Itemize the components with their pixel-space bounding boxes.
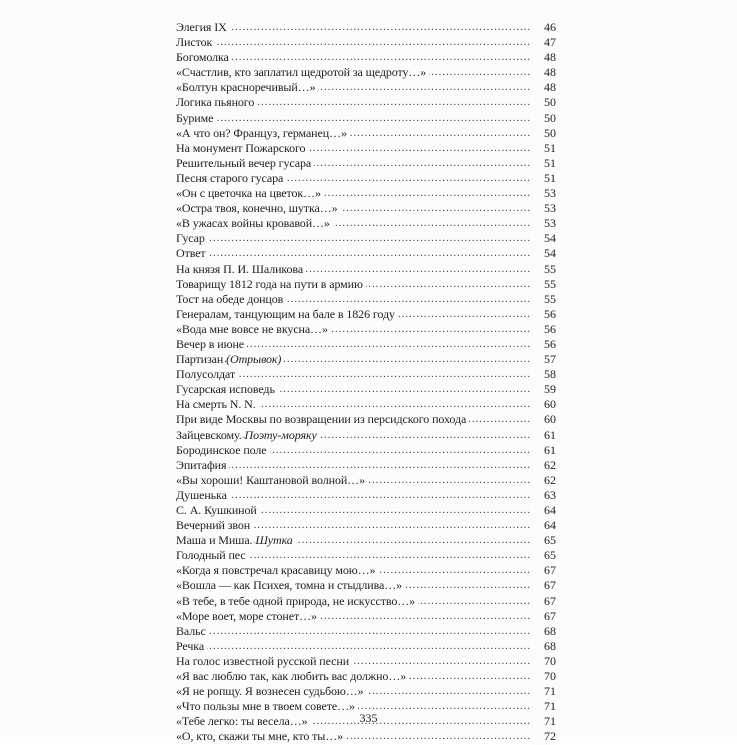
toc-entry-title-text: «О, кто, скажи ты мне, кто ты…» xyxy=(176,729,346,743)
toc-entry xyxy=(176,548,556,563)
toc-entry xyxy=(176,533,556,548)
toc-entry-title-text: Листок xyxy=(176,35,215,49)
toc-entry xyxy=(176,669,556,684)
toc-entry xyxy=(176,141,556,156)
toc-entry-title xyxy=(176,473,368,488)
toc-entry-page: 53 xyxy=(532,216,556,231)
toc-entry-page: 67 xyxy=(532,563,556,578)
toc-entry xyxy=(176,277,556,292)
toc-entry-page: 56 xyxy=(532,337,556,352)
toc-entry-title-text: Генералам, танцующим на бале в 1826 году xyxy=(176,307,398,321)
toc-entry-title xyxy=(176,322,331,337)
toc-entry-page: 56 xyxy=(532,307,556,322)
toc-entry-title-text: «Когда я повстречал красавицу мою…» xyxy=(176,563,378,577)
toc-entry-title xyxy=(176,548,249,563)
toc-entry xyxy=(176,65,556,80)
toc-entry-title-text: Полусолдат xyxy=(176,367,238,381)
toc-entry-title xyxy=(176,186,324,201)
toc-entry-title-text: «Вы хороши! Каштановой волной…» xyxy=(176,473,368,487)
toc-entry-page: 56 xyxy=(532,322,556,337)
toc-entry-title-text: «Что пользы мне в твоем совете…» xyxy=(176,699,358,713)
toc-entry xyxy=(176,578,556,593)
toc-entry xyxy=(176,352,556,367)
toc-entry-page: 59 xyxy=(532,382,556,397)
toc-entry-title xyxy=(176,231,208,246)
toc-entry-title-text: «Остра твоя, конечно, шутка…» xyxy=(176,201,341,215)
toc-entry xyxy=(176,201,556,216)
toc-entry-title xyxy=(176,563,378,578)
toc-entry-title-text: «Болтун красноречивый…» xyxy=(176,80,318,94)
toc-entry-title xyxy=(176,65,429,80)
toc-entry-title-text: На смерть N. N. xyxy=(176,397,259,411)
toc-entry xyxy=(176,292,556,307)
toc-entry-title xyxy=(176,428,320,443)
dot-leader xyxy=(176,231,530,246)
toc-entry-page: 64 xyxy=(532,518,556,533)
toc-entry-page: 51 xyxy=(532,156,556,171)
dot-leader xyxy=(176,35,530,50)
toc-entry xyxy=(176,80,556,95)
toc-entry-title-text: Речка xyxy=(176,639,207,653)
toc-entry-subtitle: Шутка xyxy=(255,533,295,547)
toc-entry-title xyxy=(176,458,229,473)
toc-entry-page: 67 xyxy=(532,609,556,624)
toc-entry xyxy=(176,503,556,518)
toc-entry-page: 54 xyxy=(532,246,556,261)
toc-entry-page: 51 xyxy=(532,141,556,156)
toc-entry xyxy=(176,35,556,50)
toc-entry xyxy=(176,95,556,110)
toc-entry-title-text: Маша и Миша. xyxy=(176,533,253,548)
toc-entry-page: 46 xyxy=(532,20,556,35)
toc-entry-title-text: На князя П. И. Шаликова xyxy=(176,262,306,276)
toc-entry-title xyxy=(176,246,209,261)
toc-entry-page: 62 xyxy=(532,458,556,473)
toc-entry xyxy=(176,246,556,261)
dot-leader xyxy=(176,246,530,261)
toc-entry xyxy=(176,458,556,473)
toc-entry-title-text: «Счастлив, кто заплатил щедротой за щедроту…» xyxy=(176,65,429,79)
toc-entry-title xyxy=(176,352,284,367)
toc-entry-title-text: Песня старого гусара xyxy=(176,171,286,185)
toc-entry xyxy=(176,488,556,503)
toc-entry-title xyxy=(176,141,308,156)
toc-entry-title xyxy=(176,126,350,141)
toc-entry-page: 65 xyxy=(532,533,556,548)
toc-entry-title xyxy=(176,367,238,382)
toc-entry xyxy=(176,20,556,35)
toc-entry-title xyxy=(176,503,260,518)
toc-entry-subtitle: (Отрывок) xyxy=(226,352,284,366)
page-number: 335 xyxy=(359,711,378,725)
toc-entry-title-text: На голос известной русской песни xyxy=(176,654,352,668)
toc-entry-page: 65 xyxy=(532,548,556,563)
toc-entry-title-text: Вальс xyxy=(176,624,209,638)
toc-entry-title xyxy=(176,201,341,216)
toc-entry-title-text: «Вода мне вовсе не вкусна…» xyxy=(176,322,331,336)
toc-entry xyxy=(176,639,556,654)
toc-entry-title-text: Ответ xyxy=(176,246,209,260)
toc-entry-title xyxy=(176,578,405,593)
toc-entry-title xyxy=(176,262,306,277)
toc-entry-title-text: Тост на обеде донцов xyxy=(176,292,286,306)
toc-entry-title xyxy=(176,292,286,307)
toc-entry-title-text: Товарищу 1812 года на пути в армию xyxy=(176,277,366,291)
dot-leader xyxy=(176,111,530,126)
toc-entry-title xyxy=(176,111,216,126)
toc-entry-page: 60 xyxy=(532,412,556,427)
toc-entry xyxy=(176,111,556,126)
toc-entry xyxy=(176,322,556,337)
toc-entry-page: 67 xyxy=(532,578,556,593)
toc-entry xyxy=(176,50,556,65)
toc-entry-title xyxy=(176,639,207,654)
toc-entry-title xyxy=(176,654,352,669)
toc-entry xyxy=(176,262,556,277)
toc-entry-page: 50 xyxy=(532,111,556,126)
toc-entry xyxy=(176,186,556,201)
toc-entry-title-text: «Я не ропщу. Я вознесен судьбою…» xyxy=(176,684,367,698)
toc-entry xyxy=(176,171,556,186)
toc-entry xyxy=(176,624,556,639)
toc-entry xyxy=(176,473,556,488)
toc-entry-page: 70 xyxy=(532,654,556,669)
toc-entry-title-text: Буриме xyxy=(176,111,216,125)
toc-entry-title-text: «А что он? Француз, германец…» xyxy=(176,126,350,140)
toc-entry-page: 71 xyxy=(532,714,556,729)
toc-entry xyxy=(176,684,556,699)
toc-entry xyxy=(176,216,556,231)
toc-entry-page: 57 xyxy=(532,352,556,367)
toc-entry-page: 50 xyxy=(532,126,556,141)
toc-entry xyxy=(176,594,556,609)
dot-leader xyxy=(176,624,530,639)
toc-entry-title-text: Богомолка xyxy=(176,50,232,64)
toc-entry-title-text: Зайцевскому. xyxy=(176,427,242,442)
toc-entry-page: 53 xyxy=(532,186,556,201)
toc-entry-title-text: Гусар xyxy=(176,231,208,245)
toc-entry-title xyxy=(176,533,296,548)
toc-entry-page: 63 xyxy=(532,488,556,503)
toc-entry-title xyxy=(176,669,409,684)
toc-entry-title xyxy=(176,382,278,397)
toc-entry-title xyxy=(176,624,209,639)
toc-entry xyxy=(176,654,556,669)
toc-entry-page: 70 xyxy=(532,669,556,684)
toc-entry-page: 61 xyxy=(532,443,556,458)
toc-entry-title xyxy=(176,412,469,427)
toc-entry-title-text: Вечер в июне xyxy=(176,337,247,351)
toc-entry xyxy=(176,337,556,352)
toc-entry xyxy=(176,307,556,322)
toc-entry-page: 55 xyxy=(532,277,556,292)
toc-entry-subtitle: Поэту-моряку xyxy=(245,428,320,442)
toc-entry-page: 60 xyxy=(532,397,556,412)
toc-entry-title xyxy=(176,156,314,171)
toc-entry xyxy=(176,518,556,533)
toc-entry-page: 72 xyxy=(532,729,556,744)
toc-entry-title xyxy=(176,443,270,458)
toc-entry-title xyxy=(176,397,259,412)
toc-entry-title-text: Душенька xyxy=(176,488,230,502)
toc-entry-page: 51 xyxy=(532,171,556,186)
toc-entry-title xyxy=(176,50,232,65)
toc-entry-title xyxy=(176,95,257,110)
toc-entry-title-text: Бородинское поле xyxy=(176,443,270,457)
toc-entry-title xyxy=(176,337,247,352)
toc-entry-title-text: «Он с цветочка на цветок…» xyxy=(176,186,324,200)
toc-entry xyxy=(176,382,556,397)
toc-entry-title-text: Голодный пес xyxy=(176,548,249,562)
toc-entry-title-text: Вечерний звон xyxy=(176,518,253,532)
toc-entry-title xyxy=(176,609,320,624)
toc-entry-title xyxy=(176,488,230,503)
toc-entry-title-text: Логика пьяного xyxy=(176,95,257,109)
toc-entry xyxy=(176,563,556,578)
toc-entry-page: 48 xyxy=(532,50,556,65)
toc-entry-title-text: Гусарская исповедь xyxy=(176,382,278,396)
toc-entry-title xyxy=(176,216,333,231)
toc-entry-title-text: На монумент Пожарского xyxy=(176,141,308,155)
dot-leader xyxy=(176,639,530,654)
toc-entry-page: 48 xyxy=(532,80,556,95)
toc-entry-title-text: Элегия IX xyxy=(176,20,230,34)
toc-entry-title xyxy=(176,171,286,186)
toc-entry xyxy=(176,156,556,171)
toc-entry-title-text: «В тебе, в тебе одной природа, не искусство…» xyxy=(176,594,418,608)
toc-entry-page: 67 xyxy=(532,594,556,609)
toc-entry-page: 54 xyxy=(532,231,556,246)
toc-entry-title xyxy=(176,684,367,699)
toc-entry xyxy=(176,397,556,412)
toc-entry-title-text: «Вошла — как Психея, томна и стыдлива…» xyxy=(176,578,405,592)
toc-entry-page: 55 xyxy=(532,292,556,307)
toc-entry-page: 68 xyxy=(532,624,556,639)
toc-entry-page: 68 xyxy=(532,639,556,654)
toc-entry-title-text: С. А. Кушкиной xyxy=(176,503,260,517)
toc-entry-page: 50 xyxy=(532,95,556,110)
toc-entry-title xyxy=(176,594,418,609)
toc-entry-title xyxy=(176,277,366,292)
toc-entry-title-text: Эпитафия xyxy=(176,458,229,472)
toc-entry xyxy=(176,443,556,458)
toc-entry-title-text: Решительный вечер гусара xyxy=(176,156,314,170)
toc-entry-page: 48 xyxy=(532,65,556,80)
toc-entry-page: 55 xyxy=(532,262,556,277)
toc-entry xyxy=(176,231,556,246)
toc-entry xyxy=(176,428,556,443)
toc-entry-title xyxy=(176,518,253,533)
toc-entry-title-text: «Море воет, море стонет…» xyxy=(176,609,320,623)
toc-entry-page: 61 xyxy=(532,428,556,443)
toc-entry-title xyxy=(176,307,398,322)
toc-entry xyxy=(176,367,556,382)
toc-entry xyxy=(176,609,556,624)
toc-entry-title-text: «В ужасах войны кровавой…» xyxy=(176,216,333,230)
toc-entry-page: 53 xyxy=(532,201,556,216)
toc-entry-title xyxy=(176,20,230,35)
toc-entry-title-text: При виде Москвы по возвращении из персидского похода xyxy=(176,412,469,426)
toc-entry-page: 58 xyxy=(532,367,556,382)
toc-entry-title xyxy=(176,80,318,95)
toc-entry xyxy=(176,126,556,141)
toc-entry-title-text: «Тебе легко: ты весела…» xyxy=(176,714,311,728)
toc-entry-page: 71 xyxy=(532,684,556,699)
toc-entry-page: 64 xyxy=(532,503,556,518)
table-of-contents xyxy=(176,20,556,745)
toc-entry-page: 47 xyxy=(532,35,556,50)
toc-entry-title xyxy=(176,35,215,50)
toc-entry xyxy=(176,412,556,427)
toc-entry-title-text: Партизан xyxy=(176,352,224,367)
toc-entry-page: 71 xyxy=(532,699,556,714)
toc-entry-title-text: «Я вас люблю так, как любить вас должно…» xyxy=(176,669,409,683)
toc-entry-page: 62 xyxy=(532,473,556,488)
